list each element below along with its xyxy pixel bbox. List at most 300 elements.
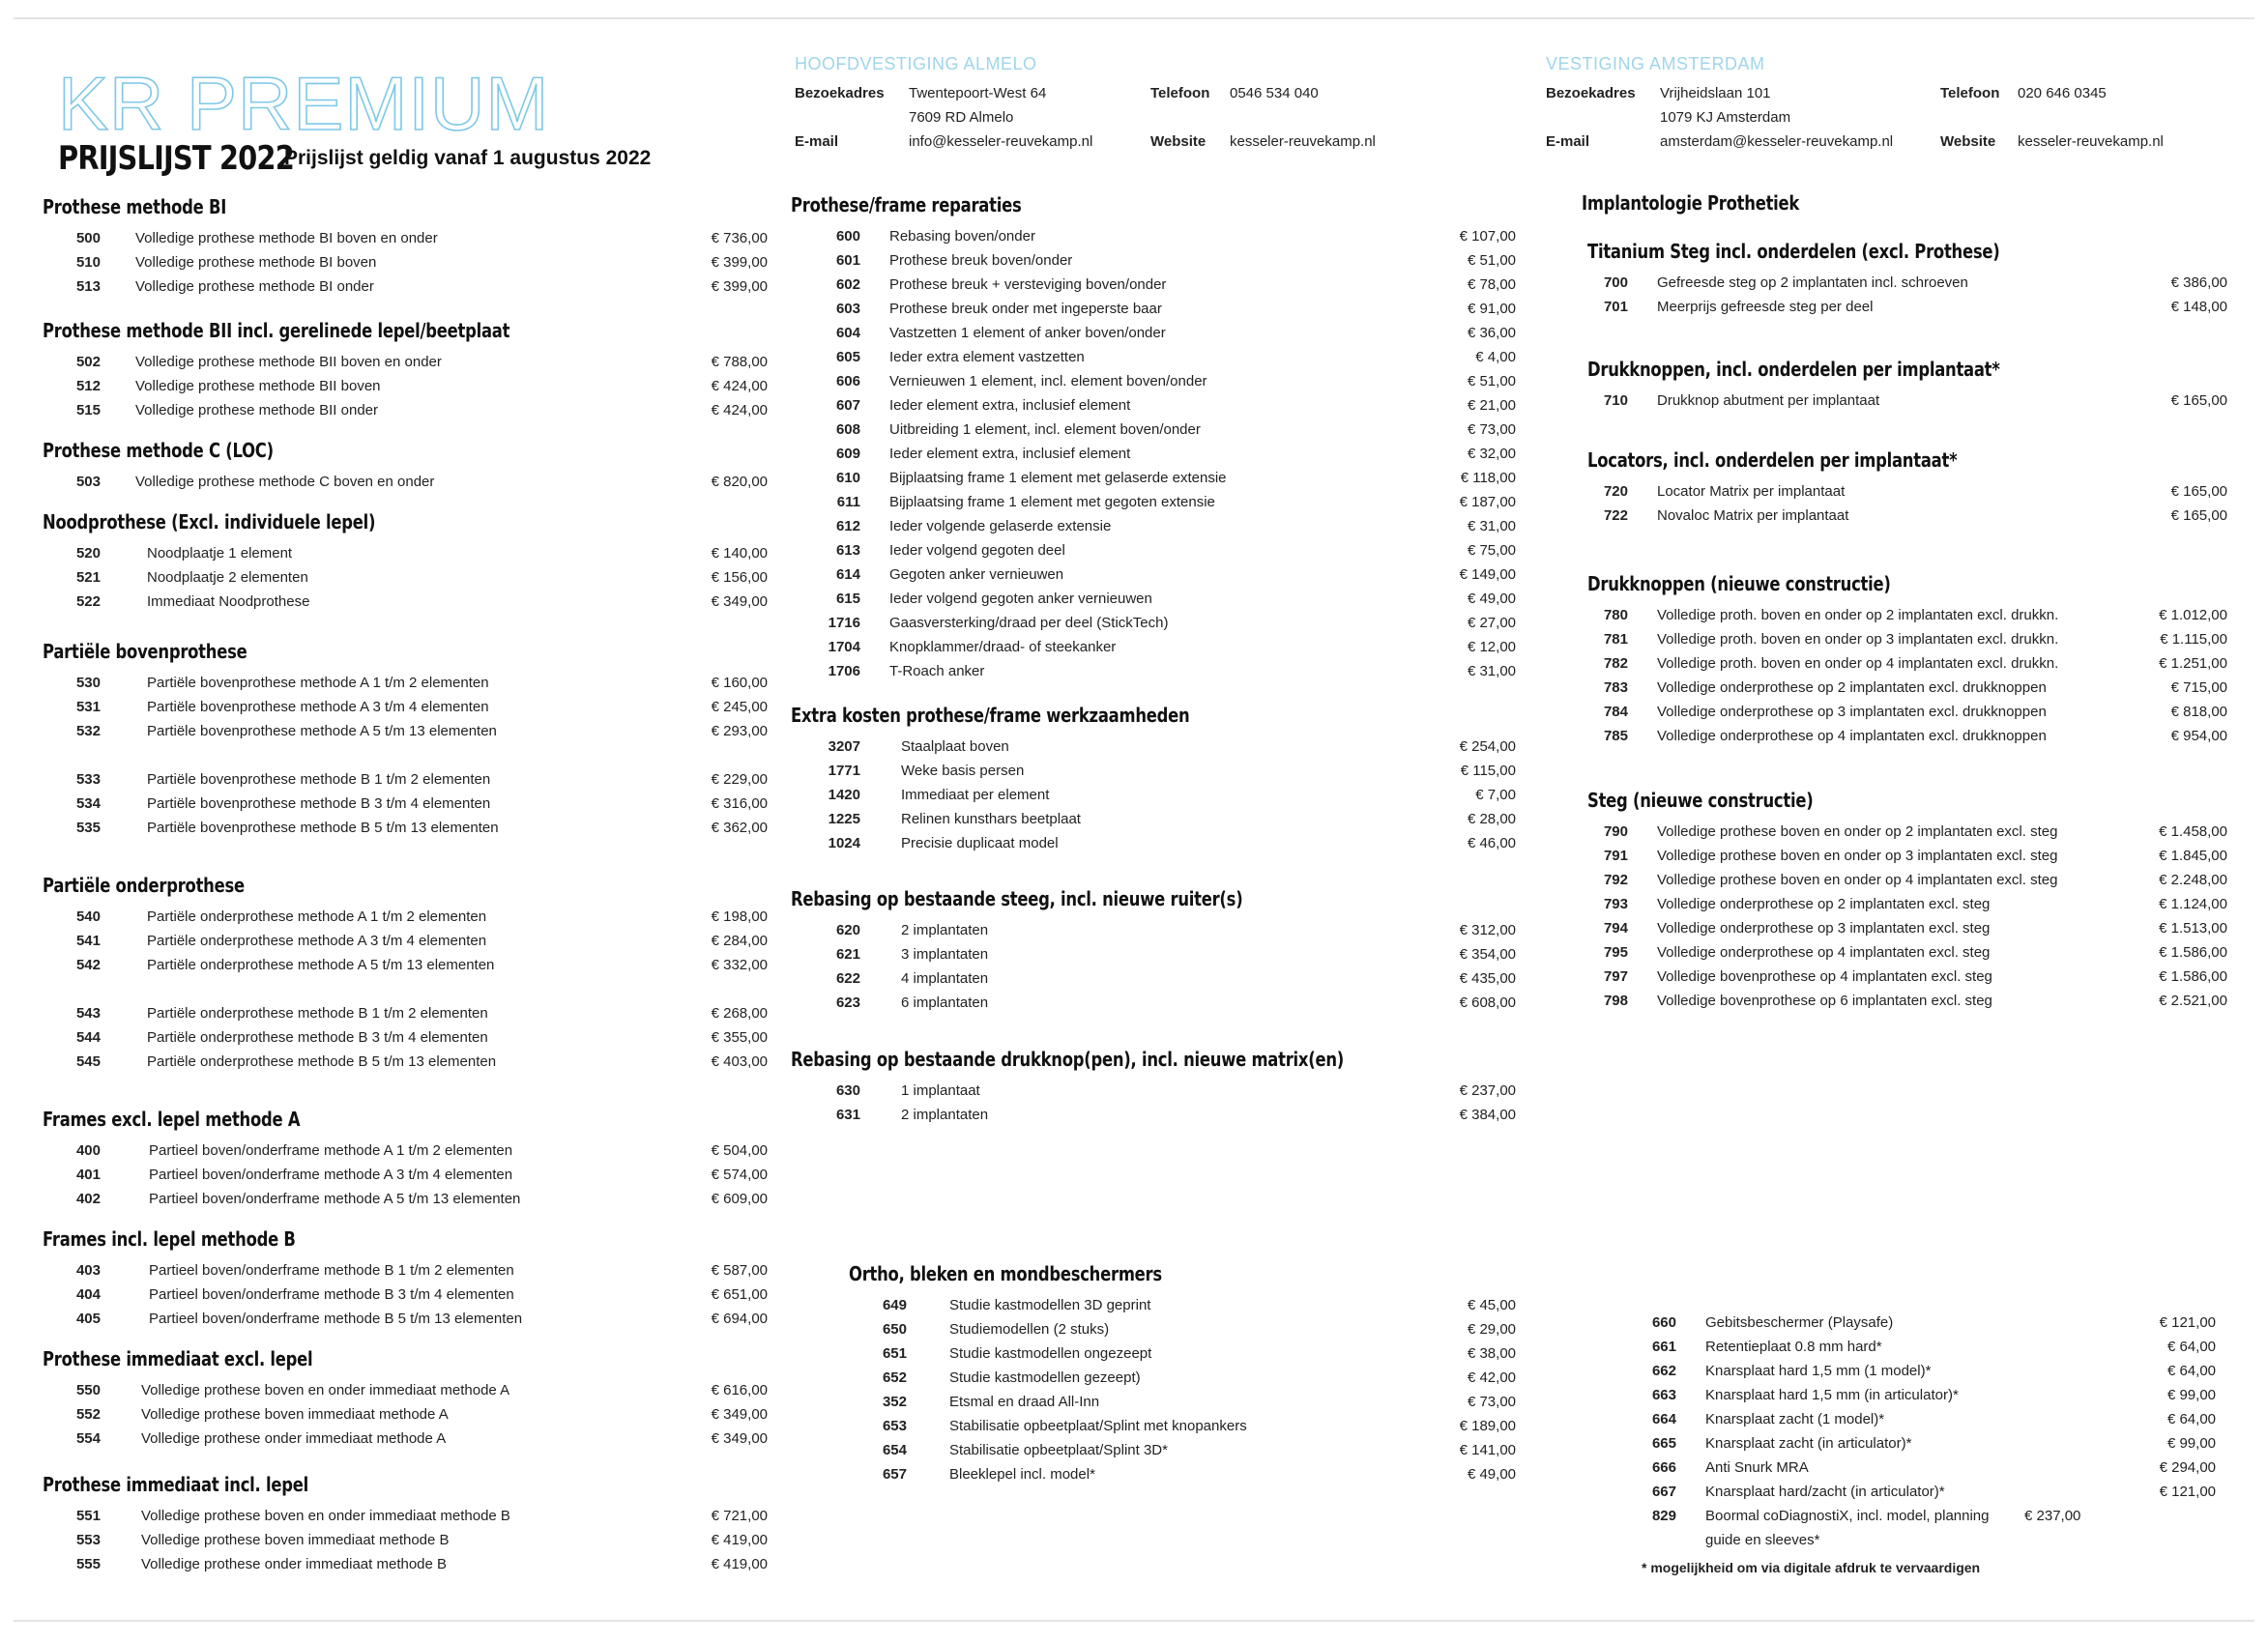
price-row bbox=[1587, 868, 2227, 892]
brand-logo: KR PREMIUM bbox=[58, 61, 550, 146]
phone-value: 020 646 0345 bbox=[2018, 85, 2107, 101]
section-drukknoppen-nieuw bbox=[1587, 572, 2227, 748]
item-code: 780 bbox=[1603, 607, 1628, 623]
price-row bbox=[791, 514, 1516, 538]
item-description: Partieel boven/onderframe methode B 3 t/m 4 elementen bbox=[149, 1286, 514, 1303]
item-price: € 99,00 bbox=[2166, 1435, 2216, 1452]
item-price: € 148,00 bbox=[2170, 299, 2227, 315]
item-code: 540 bbox=[75, 908, 101, 925]
price-row bbox=[791, 273, 1516, 297]
item-description: Partiële bovenprothese methode A 3 t/m 4 elementen bbox=[147, 699, 489, 715]
item-price: € 31,00 bbox=[1467, 663, 1516, 679]
item-code: 544 bbox=[75, 1029, 101, 1046]
price-row bbox=[43, 719, 768, 743]
item-description: 2 implantaten bbox=[901, 1107, 989, 1123]
item-description: Uitbreiding 1 element, incl. element boven/onder bbox=[889, 421, 1201, 438]
price-row bbox=[43, 1378, 768, 1402]
item-code: 784 bbox=[1603, 704, 1628, 720]
item-price: € 587,00 bbox=[711, 1262, 768, 1279]
item-description: Meerprijs gefreesde steg per deel bbox=[1657, 299, 1874, 315]
price-row bbox=[1587, 651, 2227, 676]
address-line1: Twentepoort-West 64 bbox=[909, 85, 1047, 101]
price-row bbox=[791, 562, 1516, 587]
item-code: 400 bbox=[75, 1142, 101, 1159]
item-price: € 107,00 bbox=[1459, 228, 1516, 245]
price-row bbox=[43, 905, 768, 929]
row-spacer bbox=[43, 743, 768, 767]
section-ortho bbox=[837, 1262, 1516, 1486]
item-description: Volledige prothese onder immediaat methode A bbox=[141, 1430, 447, 1447]
price-row bbox=[791, 918, 1516, 942]
address-line1: Vrijheidslaan 101 bbox=[1660, 85, 1771, 101]
item-price: € 721,00 bbox=[711, 1508, 768, 1524]
item-code: 543 bbox=[75, 1005, 101, 1022]
section-title: Prothese/frame reparaties bbox=[791, 193, 1022, 216]
section-gebitsbeschermers bbox=[1626, 1311, 2216, 1552]
price-row bbox=[1626, 1431, 2216, 1456]
item-price: € 78,00 bbox=[1467, 276, 1516, 293]
item-description: Staalplaat boven bbox=[901, 738, 1009, 755]
item-price: € 64,00 bbox=[2166, 1339, 2216, 1355]
item-code: 630 bbox=[835, 1082, 860, 1099]
price-sheet bbox=[14, 17, 2254, 1622]
item-description: Volledige prothese methode BI onder bbox=[135, 278, 374, 295]
item-description: Studiemodellen (2 stuks) bbox=[949, 1321, 1110, 1338]
price-row bbox=[43, 1402, 768, 1427]
item-price: € 651,00 bbox=[711, 1286, 768, 1303]
item-code: 1024 bbox=[828, 835, 860, 851]
price-row bbox=[1587, 940, 2227, 965]
item-code: 621 bbox=[835, 946, 860, 963]
section-title: Ortho, bleken en mondbeschermers bbox=[849, 1262, 1162, 1285]
item-code: 660 bbox=[1651, 1314, 1676, 1331]
item-description: Novaloc Matrix per implantaat bbox=[1657, 507, 1849, 524]
item-price: € 121,00 bbox=[2159, 1314, 2216, 1331]
item-price: € 294,00 bbox=[2159, 1459, 2216, 1476]
item-price: € 1.586,00 bbox=[2159, 968, 2227, 985]
item-description: T-Roach anker bbox=[889, 663, 985, 679]
section-title: Partiële onderprothese bbox=[43, 874, 245, 897]
item-code: 607 bbox=[835, 397, 860, 414]
item-price: € 254,00 bbox=[1459, 738, 1516, 755]
price-row bbox=[837, 1390, 1516, 1414]
item-price: € 49,00 bbox=[1467, 591, 1516, 607]
item-code: 614 bbox=[835, 566, 860, 583]
section-title: Rebasing op bestaande drukknop(pen), incl. nieuwe matrix(en) bbox=[791, 1048, 1345, 1071]
email-value[interactable]: amsterdam@kesseler-reuvekamp.nl bbox=[1660, 133, 1894, 150]
item-description: Studie kastmodellen 3D geprint bbox=[949, 1297, 1151, 1313]
price-row bbox=[791, 1103, 1516, 1127]
price-row bbox=[43, 1552, 768, 1576]
price-row bbox=[791, 345, 1516, 369]
item-code: 608 bbox=[835, 421, 860, 438]
item-price: € 1.124,00 bbox=[2159, 896, 2227, 912]
item-description: Ieder extra element vastzetten bbox=[889, 349, 1085, 365]
section-immediaat-incl bbox=[43, 1473, 768, 1576]
price-row bbox=[791, 1079, 1516, 1103]
row-spacer bbox=[43, 977, 768, 1001]
item-price: € 245,00 bbox=[711, 699, 768, 715]
section-partiele-boven bbox=[43, 640, 768, 840]
item-price: € 293,00 bbox=[711, 723, 768, 739]
item-price: € 29,00 bbox=[1467, 1321, 1516, 1338]
section-c bbox=[43, 439, 768, 494]
item-description: Bijplaatsing frame 1 element met gelaserde extensie bbox=[889, 470, 1227, 486]
item-description: Studie kastmodellen ongezeept bbox=[949, 1345, 1152, 1362]
item-code: 623 bbox=[835, 994, 860, 1011]
item-description: Prothese breuk boven/onder bbox=[889, 252, 1073, 269]
price-row bbox=[43, 374, 768, 398]
item-price: € 21,00 bbox=[1467, 397, 1516, 414]
item-description: Vastzetten 1 element of anker boven/onder bbox=[889, 325, 1166, 341]
item-description: Volledige prothese boven immediaat methode B bbox=[141, 1532, 450, 1548]
item-description: Weke basis persen bbox=[901, 763, 1025, 779]
price-row bbox=[43, 541, 768, 565]
price-row bbox=[43, 398, 768, 422]
price-row bbox=[43, 1163, 768, 1187]
price-row bbox=[791, 635, 1516, 659]
item-description: Volledige prothese methode BII onder bbox=[135, 402, 379, 418]
item-price: € 99,00 bbox=[2166, 1387, 2216, 1403]
item-price: € 237,00 bbox=[1459, 1082, 1516, 1099]
item-description: Volledige onderprothese op 4 implantaten excl. steg bbox=[1657, 944, 1991, 961]
item-code: 1225 bbox=[828, 811, 860, 827]
price-row bbox=[837, 1366, 1516, 1390]
item-price: € 384,00 bbox=[1459, 1107, 1516, 1123]
price-row bbox=[43, 1307, 768, 1331]
price-row bbox=[1587, 603, 2227, 627]
item-code: 405 bbox=[75, 1311, 101, 1327]
item-price: € 7,00 bbox=[1475, 787, 1516, 803]
section-titanium-steg bbox=[1587, 240, 2227, 319]
item-code: 502 bbox=[75, 354, 101, 370]
item-description: Locator Matrix per implantaat bbox=[1657, 483, 1846, 500]
price-row bbox=[791, 587, 1516, 611]
price-row bbox=[791, 966, 1516, 991]
item-code: 653 bbox=[882, 1418, 907, 1434]
price-row bbox=[1626, 1480, 2216, 1504]
price-row bbox=[43, 250, 768, 274]
price-row bbox=[837, 1414, 1516, 1438]
section-implantologie-title: Implantologie Prothetiek bbox=[1582, 191, 1800, 215]
price-row bbox=[837, 1438, 1516, 1462]
item-price: € 332,00 bbox=[711, 957, 768, 973]
footnote: * mogelijkheid om via digitale afdruk te vervaardigen bbox=[1642, 1560, 1981, 1575]
item-code: 664 bbox=[1651, 1411, 1676, 1427]
price-row bbox=[791, 759, 1516, 783]
item-code: 541 bbox=[75, 933, 101, 949]
item-code: 650 bbox=[882, 1321, 907, 1338]
item-price: € 165,00 bbox=[2170, 392, 2227, 409]
item-code: 1771 bbox=[828, 763, 860, 779]
item-description: Volledige prothese boven en onder immediaat methode A bbox=[141, 1382, 510, 1398]
section-title: Prothese methode BI bbox=[43, 195, 227, 218]
item-code: 550 bbox=[75, 1382, 101, 1398]
website-value[interactable]: kesseler-reuvekamp.nl bbox=[1230, 133, 1376, 150]
item-price: € 349,00 bbox=[711, 1430, 768, 1447]
item-price: € 36,00 bbox=[1467, 325, 1516, 341]
item-price: € 1.458,00 bbox=[2159, 823, 2227, 840]
item-price: € 31,00 bbox=[1467, 518, 1516, 534]
item-price: € 2.248,00 bbox=[2159, 872, 2227, 888]
price-row bbox=[43, 1283, 768, 1307]
item-code: 503 bbox=[75, 474, 101, 490]
item-code: 531 bbox=[75, 699, 101, 715]
item-description: Partieel boven/onderframe methode A 1 t/m 2 elementen bbox=[149, 1142, 513, 1159]
section-rebasing-steeg bbox=[791, 887, 1516, 1015]
price-row bbox=[791, 490, 1516, 514]
item-price: € 1.845,00 bbox=[2159, 848, 2227, 864]
item-code: 793 bbox=[1603, 896, 1628, 912]
price-row bbox=[791, 831, 1516, 855]
section-rebasing-drukknop bbox=[791, 1048, 1516, 1127]
item-price: € 954,00 bbox=[2170, 728, 2227, 744]
item-description: Bleeklepel incl. model* bbox=[949, 1466, 1095, 1483]
item-description: Partieel boven/onderframe methode B 5 t/m 13 elementen bbox=[149, 1311, 523, 1327]
item-description: Partiële bovenprothese methode A 1 t/m 2 elementen bbox=[147, 675, 489, 691]
item-description: Volledige proth. boven en onder op 3 implantaten excl. drukkn. bbox=[1657, 631, 2059, 648]
item-code: 352 bbox=[882, 1394, 907, 1410]
item-code: 665 bbox=[1651, 1435, 1676, 1452]
item-description: Volledige prothese boven en onder op 3 implantaten excl. steg bbox=[1657, 848, 2058, 864]
section-bi bbox=[43, 195, 768, 299]
item-price: € 2.521,00 bbox=[2159, 993, 2227, 1009]
item-code: 701 bbox=[1603, 299, 1628, 315]
item-code: 654 bbox=[882, 1442, 907, 1458]
item-description: Ieder volgend gegoten anker vernieuwen bbox=[889, 591, 1152, 607]
price-row bbox=[43, 1025, 768, 1050]
item-price: € 386,00 bbox=[2170, 274, 2227, 291]
item-code: 797 bbox=[1603, 968, 1628, 985]
item-description: Gegoten anker vernieuwen bbox=[889, 566, 1064, 583]
item-description: Ieder volgende gelaserde extensie bbox=[889, 518, 1112, 534]
item-price: € 149,00 bbox=[1459, 566, 1516, 583]
item-code: 1704 bbox=[828, 639, 860, 655]
item-code: 666 bbox=[1651, 1459, 1676, 1476]
item-code: 1716 bbox=[828, 615, 860, 631]
price-row bbox=[1626, 1456, 2216, 1480]
item-description: Volledige prothese methode C boven en onder bbox=[135, 474, 435, 490]
section-steg-nieuw bbox=[1587, 789, 2227, 1013]
section-title: Rebasing op bestaande steeg, incl. nieuwe ruiter(s) bbox=[791, 887, 1243, 910]
section-title: Frames excl. lepel methode A bbox=[43, 1108, 301, 1131]
item-price: € 355,00 bbox=[711, 1029, 768, 1046]
item-description: Partiële onderprothese methode B 5 t/m 13 elementen bbox=[147, 1053, 497, 1070]
item-price: € 121,00 bbox=[2159, 1484, 2216, 1500]
item-description: Knarsplaat zacht (1 model)* bbox=[1705, 1411, 1885, 1427]
price-row bbox=[791, 807, 1516, 831]
item-price: € 51,00 bbox=[1467, 252, 1516, 269]
price-row bbox=[43, 792, 768, 816]
price-row bbox=[1587, 504, 2227, 528]
section-title: Prothese methode C (LOC) bbox=[43, 439, 274, 462]
price-row bbox=[837, 1317, 1516, 1341]
item-price: € 504,00 bbox=[711, 1142, 768, 1159]
item-price: € 715,00 bbox=[2170, 679, 2227, 696]
section-title: Prothese immediaat excl. lepel bbox=[43, 1347, 313, 1370]
item-price: € 165,00 bbox=[2170, 507, 2227, 524]
item-price: € 788,00 bbox=[711, 354, 768, 370]
item-price: € 187,00 bbox=[1459, 494, 1516, 510]
price-row bbox=[791, 224, 1516, 248]
item-price: € 284,00 bbox=[711, 933, 768, 949]
price-row bbox=[43, 1504, 768, 1528]
price-row bbox=[791, 659, 1516, 683]
item-description: Volledige prothese boven immediaat methode A bbox=[141, 1406, 449, 1423]
item-description: Gefreesde steg op 2 implantaten incl. schroeven bbox=[1657, 274, 1968, 291]
item-price: € 736,00 bbox=[711, 230, 768, 246]
item-description: Partiële bovenprothese methode A 5 t/m 13 elementen bbox=[147, 723, 497, 739]
price-row bbox=[1626, 1359, 2216, 1383]
section-nood bbox=[43, 510, 768, 614]
price-row bbox=[791, 735, 1516, 759]
price-row bbox=[1587, 479, 2227, 504]
price-row bbox=[837, 1293, 1516, 1317]
item-price: € 64,00 bbox=[2166, 1411, 2216, 1427]
price-row bbox=[1587, 892, 2227, 916]
item-description: Volledige prothese boven en onder op 4 implantaten excl. steg bbox=[1657, 872, 2058, 888]
price-row bbox=[43, 1139, 768, 1163]
price-row bbox=[43, 1427, 768, 1451]
item-code: 720 bbox=[1603, 483, 1628, 500]
price-row bbox=[43, 767, 768, 792]
item-price: € 12,00 bbox=[1467, 639, 1516, 655]
item-code: 700 bbox=[1603, 274, 1628, 291]
office-title: HOOFDVESTIGING ALMELO bbox=[795, 54, 1037, 73]
item-code: 1420 bbox=[828, 787, 860, 803]
price-row bbox=[791, 942, 1516, 966]
item-price: € 229,00 bbox=[711, 771, 768, 788]
item-description: Partiële onderprothese methode B 1 t/m 2 elementen bbox=[147, 1005, 488, 1022]
price-row bbox=[1587, 389, 2227, 413]
price-row bbox=[1587, 916, 2227, 940]
item-description: 6 implantaten bbox=[901, 994, 989, 1011]
item-price: € 574,00 bbox=[711, 1167, 768, 1183]
price-row bbox=[1626, 1335, 2216, 1359]
item-code: 651 bbox=[882, 1345, 907, 1362]
item-code: 605 bbox=[835, 349, 860, 365]
item-code: 791 bbox=[1603, 848, 1628, 864]
item-description: Etsmal en draad All-Inn bbox=[949, 1394, 1100, 1410]
price-row bbox=[1626, 1407, 2216, 1431]
item-description: Stabilisatie opbeetplaat/Splint 3D* bbox=[949, 1442, 1168, 1458]
item-price: € 42,00 bbox=[1467, 1369, 1516, 1386]
section-title: Drukknoppen (nieuwe constructie) bbox=[1587, 572, 1891, 595]
item-code: 532 bbox=[75, 723, 101, 739]
item-price: € 28,00 bbox=[1467, 811, 1516, 827]
item-code: 794 bbox=[1603, 920, 1628, 937]
item-description: Volledige onderprothese op 3 implantaten excl. drukknoppen bbox=[1657, 704, 2047, 720]
item-description: Volledige prothese boven en onder immediaat methode B bbox=[141, 1508, 510, 1524]
item-code: 601 bbox=[835, 252, 860, 269]
section-title: Titanium Steg incl. onderdelen (excl. Prothese) bbox=[1587, 240, 2000, 263]
price-row bbox=[791, 393, 1516, 418]
item-description: Prothese breuk + versteviging boven/onder bbox=[889, 276, 1167, 293]
price-row bbox=[43, 816, 768, 840]
item-code: 792 bbox=[1603, 872, 1628, 888]
item-price: € 156,00 bbox=[711, 569, 768, 586]
office-title: VESTIGING AMSTERDAM bbox=[1546, 54, 1765, 73]
office-almelo bbox=[795, 54, 1376, 157]
item-description: 3 implantaten bbox=[901, 946, 989, 963]
price-row bbox=[791, 783, 1516, 807]
section-title: Prothese methode BII incl. gerelinede lepel/beetplaat bbox=[43, 319, 510, 342]
item-code: 554 bbox=[75, 1430, 101, 1447]
item-code: 551 bbox=[75, 1508, 101, 1524]
item-code: 612 bbox=[835, 518, 860, 534]
item-description: Volledige onderprothese op 2 implantaten excl. drukknoppen bbox=[1657, 679, 2047, 696]
item-description: Ieder element extra, inclusief element bbox=[889, 446, 1131, 462]
item-description: Gaasversterking/draad per deel (StickTech) bbox=[889, 615, 1169, 631]
price-row bbox=[1587, 820, 2227, 844]
item-code: 600 bbox=[835, 228, 860, 245]
item-description: Volledige onderprothese op 3 implantaten excl. steg bbox=[1657, 920, 1991, 937]
item-price: € 46,00 bbox=[1467, 835, 1516, 851]
item-description: Immediaat Noodprothese bbox=[147, 593, 310, 610]
section-drukknoppen-impl bbox=[1587, 358, 2227, 413]
item-price: € 399,00 bbox=[711, 254, 768, 271]
page-title: PRIJSLIJST 2022 bbox=[58, 139, 294, 178]
price-row bbox=[1587, 627, 2227, 651]
item-description: 4 implantaten bbox=[901, 970, 989, 987]
item-description: Knarsplaat hard/zacht (in articulator)* bbox=[1705, 1484, 1945, 1500]
item-description: Prothese breuk onder met ingeperste baar bbox=[889, 301, 1162, 317]
website-label: Website bbox=[1150, 133, 1207, 150]
email-label: E-mail bbox=[795, 133, 839, 150]
item-code: 620 bbox=[835, 922, 860, 938]
item-description: Partieel boven/onderframe methode A 5 t/m 13 elementen bbox=[149, 1191, 521, 1207]
item-description: Anti Snurk MRA bbox=[1705, 1459, 1809, 1476]
item-code: 403 bbox=[75, 1262, 101, 1279]
price-row bbox=[791, 611, 1516, 635]
item-description: Immediaat per element bbox=[901, 787, 1050, 803]
item-description: Noodplaatje 2 elementen bbox=[147, 569, 308, 586]
item-description: Volledige prothese methode BI boven en onder bbox=[135, 230, 438, 246]
item-description: Partiële onderprothese methode A 5 t/m 13 elementen bbox=[147, 957, 495, 973]
item-code: 782 bbox=[1603, 655, 1628, 672]
email-value[interactable]: info@kesseler-reuvekamp.nl bbox=[909, 133, 1093, 150]
item-code: 555 bbox=[75, 1556, 101, 1572]
item-description: Stabilisatie opbeetplaat/Splint met knopankers bbox=[949, 1418, 1247, 1434]
website-value[interactable]: kesseler-reuvekamp.nl bbox=[2018, 133, 2164, 150]
item-price: € 45,00 bbox=[1467, 1297, 1516, 1313]
item-price: € 694,00 bbox=[711, 1311, 768, 1327]
item-code: 530 bbox=[75, 675, 101, 691]
price-row bbox=[1587, 295, 2227, 319]
email-label: E-mail bbox=[1546, 133, 1590, 150]
item-description: Knopklammer/draad- of steekanker bbox=[889, 639, 1117, 655]
price-row bbox=[43, 671, 768, 695]
item-description: Gebitsbeschermer (Playsafe) bbox=[1705, 1314, 1894, 1331]
item-code: 500 bbox=[75, 230, 101, 246]
item-price: € 399,00 bbox=[711, 278, 768, 295]
item-price: € 141,00 bbox=[1459, 1442, 1516, 1458]
price-row bbox=[43, 1187, 768, 1211]
item-description: Knarsplaat zacht (in articulator)* bbox=[1705, 1435, 1912, 1452]
item-price: € 424,00 bbox=[711, 378, 768, 394]
item-price: € 75,00 bbox=[1467, 542, 1516, 559]
item-description: Studie kastmodellen gezeept) bbox=[949, 1369, 1141, 1386]
website-label: Website bbox=[1940, 133, 1996, 150]
item-price: € 818,00 bbox=[2170, 704, 2227, 720]
item-description: Volledige bovenprothese op 6 implantaten excl. steg bbox=[1657, 993, 1992, 1009]
price-row bbox=[43, 929, 768, 953]
item-price: € 32,00 bbox=[1467, 446, 1516, 462]
item-price: € 312,00 bbox=[1459, 922, 1516, 938]
item-description: Drukknop abutment per implantaat bbox=[1657, 392, 1880, 409]
item-price: € 73,00 bbox=[1467, 421, 1516, 438]
price-row bbox=[1587, 844, 2227, 868]
